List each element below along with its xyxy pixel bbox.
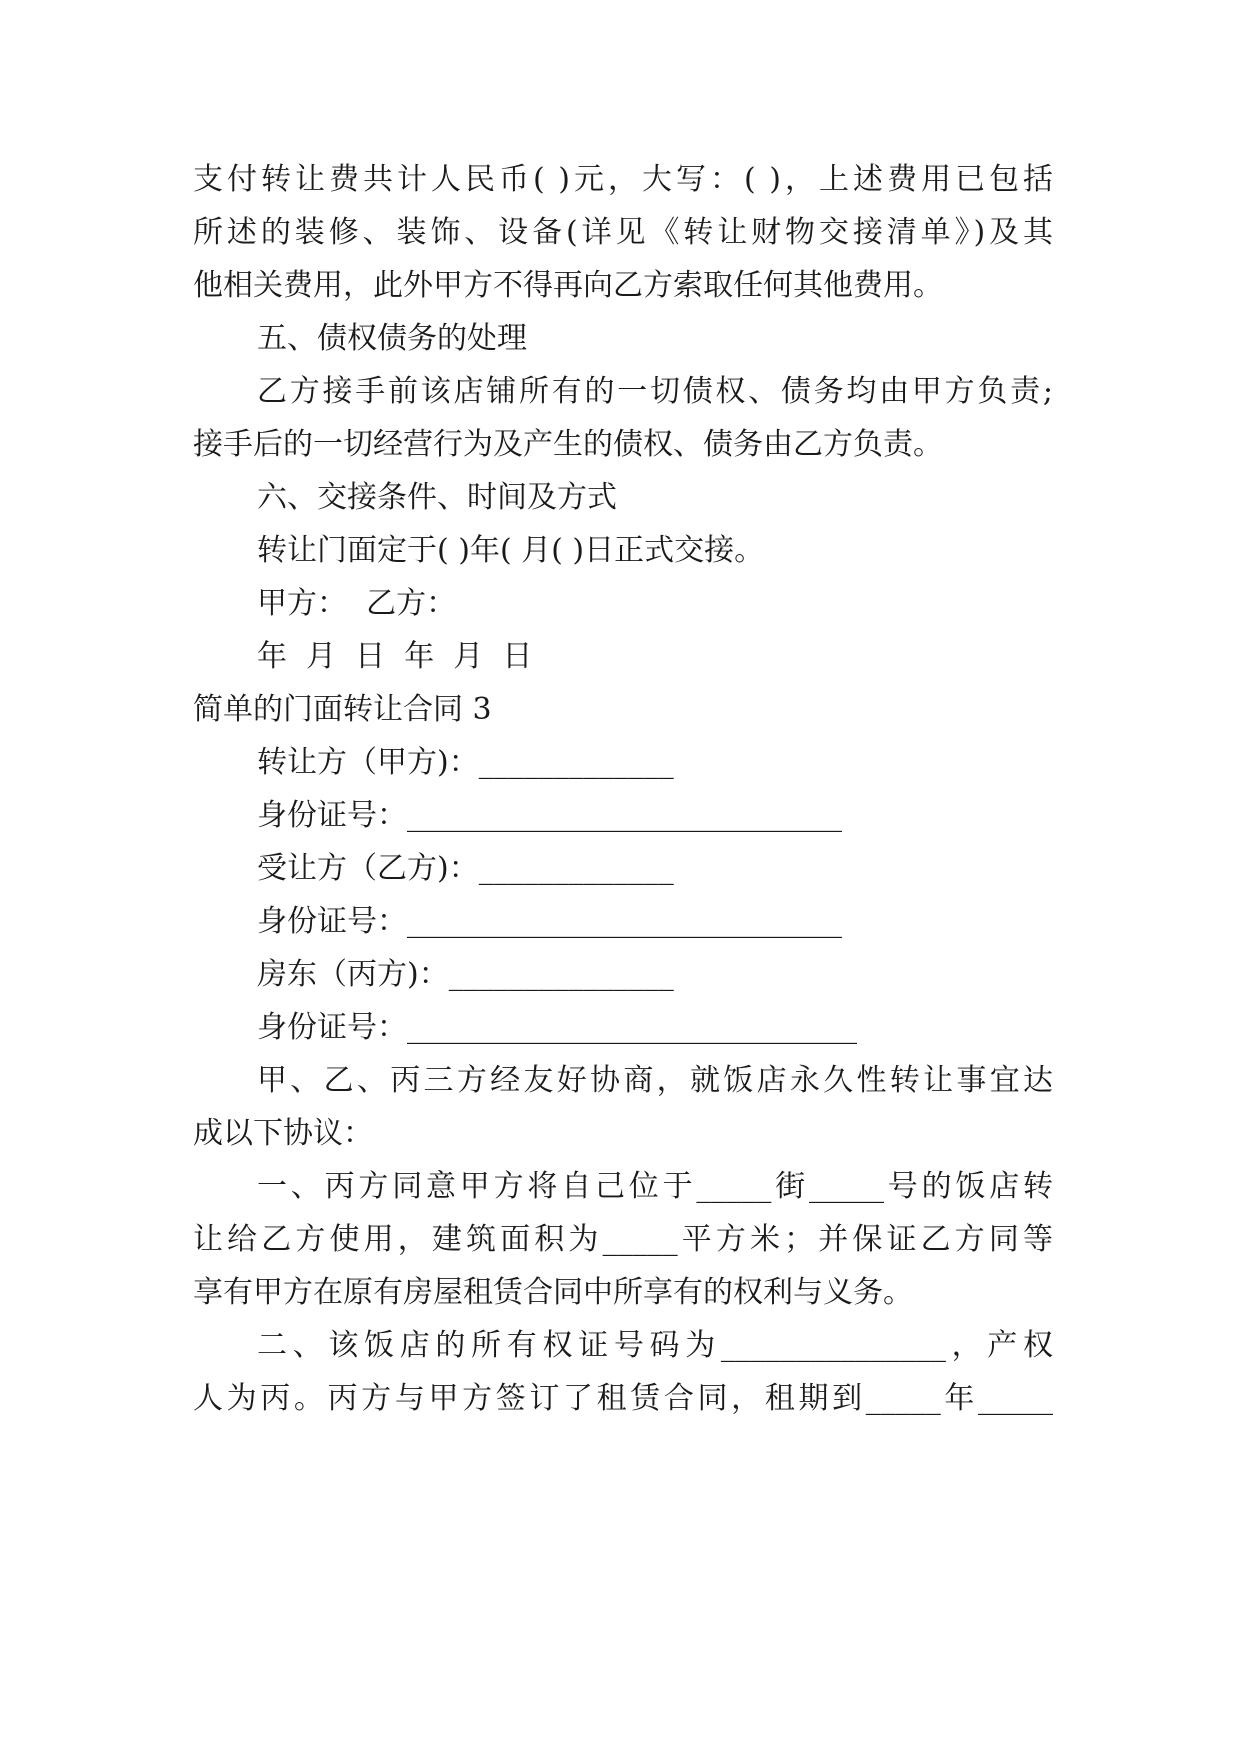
text-line: 接手后的一切经营行为及产生的债权、债务由乙方负责。 <box>193 427 943 462</box>
clause-one: 一、丙方同意甲方将自己位于_____街_____号的饭店转 <box>257 1169 1053 1204</box>
text-line: 享有甲方在原有房屋租赁合同中所享有的权利与义务。 <box>193 1275 913 1310</box>
text-line: 支付转让费共计人民币( )元，大写：( )，上述费用已包括 <box>193 162 1053 197</box>
text-line: 转让门面定于( )年( 月( )日正式交接。 <box>257 533 765 568</box>
text-line: 让给乙方使用，建筑面积为_____平方米；并保证乙方同等 <box>193 1222 1053 1257</box>
date-line: 年 月 日 年 月 日 <box>257 639 533 674</box>
id-number-field: 身份证号：_____________________________ <box>257 798 842 833</box>
transferor-field: 转让方（甲方)：_____________ <box>257 745 674 780</box>
contract-title: 简单的门面转让合同 3 <box>193 692 492 727</box>
id-number-field: 身份证号：_____________________________ <box>257 904 842 939</box>
id-number-field: 身份证号：______________________________ <box>257 1010 857 1045</box>
text-line: 乙方接手前该店铺所有的一切债权、债务均由甲方负责; <box>257 374 1053 409</box>
text-line: 所述的装修、装饰、设备(详见《转让财物交接清单》)及其 <box>193 215 1053 250</box>
signature-line: 甲方： 乙方： <box>257 586 457 621</box>
transferee-field: 受让方（乙方)：_____________ <box>257 851 674 886</box>
section-heading: 五、债权债务的处理 <box>257 321 527 356</box>
text-line: 人为丙。丙方与甲方签订了租赁合同，租期到_____年_____ <box>193 1381 1053 1416</box>
clause-two: 二、该饭店的所有权证号码为_______________，产权 <box>257 1328 1053 1363</box>
text-line: 他相关费用，此外甲方不得再向乙方索取任何其他费用。 <box>193 268 943 303</box>
section-heading: 六、交接条件、时间及方式 <box>257 480 617 515</box>
text-line: 甲、乙、丙三方经友好协商，就饭店永久性转让事宜达 <box>257 1063 1053 1098</box>
text-line: 成以下协议： <box>193 1116 373 1151</box>
landlord-field: 房东（丙方)：_______________ <box>257 957 674 992</box>
